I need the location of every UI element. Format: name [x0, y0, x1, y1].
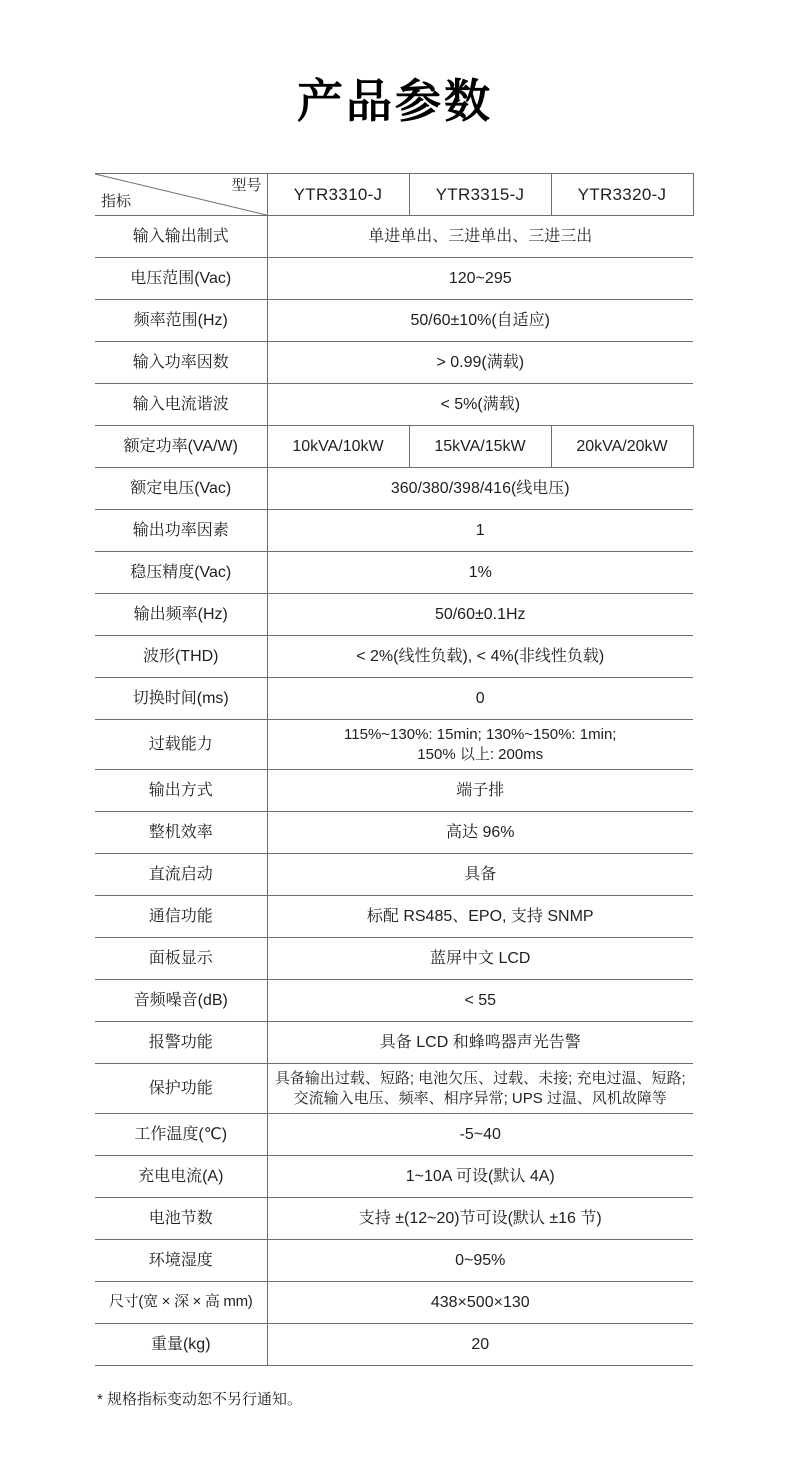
table-row: [95, 678, 693, 720]
spec-label: 输出方式: [95, 770, 267, 812]
spec-value: 1: [475, 521, 485, 539]
spec-value: 50/60±0.1Hz: [434, 605, 526, 623]
spec-value: 1%: [468, 563, 492, 581]
table-row: [95, 812, 693, 854]
spec-value: 具备: [464, 865, 497, 883]
table-row: [95, 342, 693, 384]
table-row: [95, 510, 693, 552]
spec-label: 输入功率因数: [95, 342, 267, 384]
spec-value: < 5%(满载): [440, 395, 521, 413]
model-axis-label: 型号: [231, 177, 262, 195]
table-row-protection: [95, 1064, 693, 1114]
spec-value: 单进单出、三进单出、三进三出: [368, 227, 593, 245]
table-row: [95, 1156, 693, 1198]
spec-label: 环境湿度: [95, 1240, 267, 1282]
model-column-header-3: YTR3320-J: [551, 174, 693, 216]
spec-value: 120~295: [448, 269, 512, 287]
table-row: [95, 938, 693, 980]
table-row: [95, 854, 693, 896]
table-row: [95, 1022, 693, 1064]
table-row: [95, 1114, 693, 1156]
table-row: [95, 770, 693, 812]
table-row: [95, 1198, 693, 1240]
table-row: [95, 594, 693, 636]
spec-value: [267, 1064, 693, 1114]
footnote: * 规格指标变动恕不另行通知。: [97, 1391, 303, 1409]
spec-value: 0~95%: [455, 1251, 506, 1269]
model-column-header-1: YTR3310-J: [267, 174, 409, 216]
spec-label: 切换时间(ms): [95, 678, 267, 720]
spec-label: 输出功率因素: [95, 510, 267, 552]
spec-value-line2: 交流输入电压、频率、相序异常; UPS 过温、风机故障等: [293, 1089, 667, 1107]
spec-label: 面板显示: [95, 938, 267, 980]
spec-value-model-1: 10kVA/10kW: [267, 426, 409, 468]
spec-label: 尺寸(宽 × 深 × 高 mm): [95, 1282, 267, 1324]
table-row: [95, 258, 693, 300]
spec-value: 360/380/398/416(线电压): [390, 479, 570, 497]
spec-value: 具备 LCD 和蜂鸣器声光告警: [379, 1033, 581, 1051]
spec-value: 端子排: [456, 781, 505, 799]
spec-value: 50/60±10%(自适应): [410, 311, 550, 329]
spec-label: 额定功率(VA/W): [95, 426, 267, 468]
spec-label: 报警功能: [95, 1022, 267, 1064]
spec-label: 工作温度(℃): [95, 1114, 267, 1156]
table-row-rated-power: [95, 426, 693, 468]
spec-value: 0: [475, 689, 485, 707]
spec-table: [95, 173, 694, 1366]
spec-value: -5~40: [459, 1125, 501, 1143]
table-row: [95, 300, 693, 342]
spec-value: [267, 720, 693, 770]
table-row: [95, 636, 693, 678]
spec-value: 438×500×130: [430, 1293, 530, 1311]
spec-label: 额定电压(Vac): [95, 468, 267, 510]
spec-value: > 0.99(满载): [436, 353, 525, 371]
spec-label: 稳压精度(Vac): [95, 552, 267, 594]
spec-value: 20: [471, 1335, 490, 1353]
spec-label: 电池节数: [95, 1198, 267, 1240]
indicator-axis-label: 指标: [101, 193, 132, 211]
spec-value: 标配 RS485、EPO, 支持 SNMP: [366, 907, 594, 925]
spec-value: 支持 ±(12~20)节可设(默认 ±16 节): [358, 1209, 602, 1227]
spec-label: 输出频率(Hz): [95, 594, 267, 636]
table-row: [95, 216, 693, 258]
table-row: [95, 552, 693, 594]
table-row: [95, 1240, 693, 1282]
spec-label: 重量(kg): [95, 1324, 267, 1366]
spec-label: 输入电流谐波: [95, 384, 267, 426]
spec-label: 输入输出制式: [95, 216, 267, 258]
spec-value-line1: 115%~130%: 15min; 130%~150%: 1min;: [344, 725, 617, 743]
table-row: [95, 384, 693, 426]
spec-label: 通信功能: [95, 896, 267, 938]
model-column-header-2: YTR3315-J: [409, 174, 551, 216]
spec-label: 波形(THD): [95, 636, 267, 678]
header-diagonal-cell: [95, 174, 267, 216]
table-row: [95, 468, 693, 510]
table-row-overload: [95, 720, 693, 770]
spec-label: 直流启动: [95, 854, 267, 896]
spec-value-model-3: 20kVA/20kW: [551, 426, 693, 468]
spec-label: 充电电流(A): [95, 1156, 267, 1198]
spec-label: 保护功能: [95, 1064, 267, 1114]
table-row-dimensions: [95, 1282, 693, 1324]
spec-value: 1~10A 可设(默认 4A): [405, 1167, 555, 1185]
spec-value: 高达 96%: [446, 823, 515, 841]
spec-value-line1: 具备输出过载、短路; 电池欠压、过载、未接; 充电过温、短路;: [274, 1069, 686, 1087]
table-header-row: [95, 174, 693, 216]
spec-value-line2: 150% 以上: 200ms: [417, 745, 544, 763]
spec-label: 过载能力: [95, 720, 267, 770]
spec-label: 频率范围(Hz): [95, 300, 267, 342]
spec-value: 蓝屏中文 LCD: [430, 949, 531, 967]
spec-value: < 2%(线性负载), < 4%(非线性负载): [356, 647, 605, 665]
table-row-weight: [95, 1324, 693, 1366]
spec-label: 电压范围(Vac): [95, 258, 267, 300]
spec-label: 整机效率: [95, 812, 267, 854]
spec-value-model-2: 15kVA/15kW: [409, 426, 551, 468]
table-row: [95, 896, 693, 938]
spec-value: < 55: [464, 991, 497, 1009]
spec-label: 音频噪音(dB): [95, 980, 267, 1022]
page-title: 产品参数: [297, 75, 493, 127]
table-row: [95, 980, 693, 1022]
